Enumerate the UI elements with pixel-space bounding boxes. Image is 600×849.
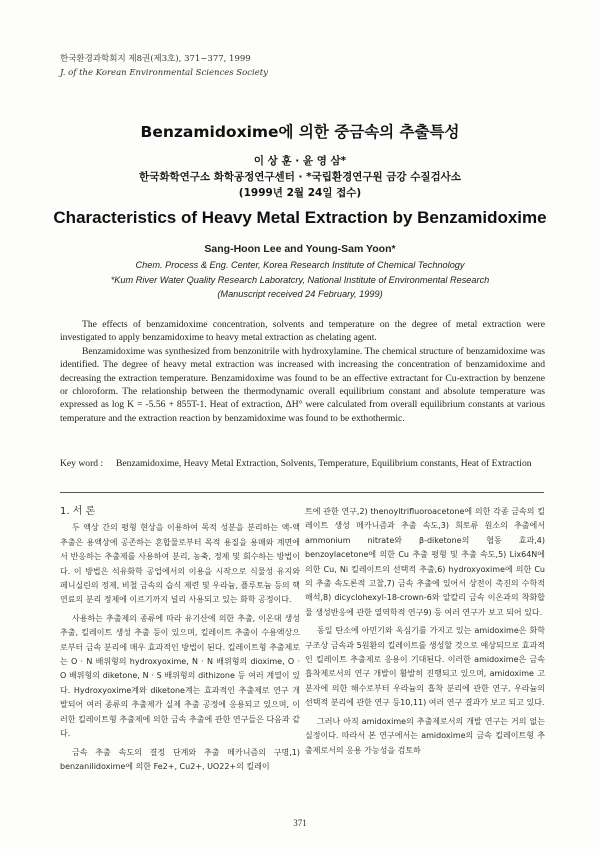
authors-korean-block <box>0 153 600 201</box>
affiliation-korean: 한국화학연구소 화학공정연구센터 · *국립환경연구원 금강 수질검사소 <box>139 171 461 183</box>
keyword-text: Benzamidoxime, Heavy Metal Extraction, Solvents, Temperature, Equilibrium constants, Heat of Extraction <box>116 458 532 469</box>
body-column-right <box>305 505 545 762</box>
authors-english: Sang-Hoon Lee and Young-Sam Yoon* <box>204 243 396 255</box>
abstract <box>60 318 545 425</box>
abstract-paragraph: Benzamidoxime was synthesized from benzonitrile with hydroxylamine. The chemical structure of benzamidoxime was identified. The degree of heavy metal extraction was increased with increasing the concentration of benzamidoxime and decreasing the extraction temperature. Benzamidoxime was found to be an effective extractant for Cu-extraction by benzene or chloroform. The relationship between the thermodynamic overall equilibrium constant and absolute temperature was expressed as log K = -5.56 + 855T-1. Heat of extraction, ΔH° were calculated from overall equilibrium constants at various temperature and the extraction reaction by benzamidoxime was found to be exthothermic. <box>60 345 545 424</box>
divider-rule <box>60 492 544 493</box>
body-paragraph: 그러나 아직 amidoxime의 추출제로서의 개발 연구는 거의 없는 실정이다. 따라서 본 연구에서는 amidoxime의 금속 킬레이트형 추출제로서의 응용 가능성을 검토하 <box>305 716 545 755</box>
authors-korean: 이 상 훈 · 윤 영 삼* <box>253 155 347 167</box>
body-paragraph: 두 액상 간의 평형 현상을 이용하여 목적 성분을 분리하는 액-액 추출은 용액상에 공존하는 혼합물로부터 목적 용질을 용매와 계면에서 반응하는 추출제를 사용하여 분리, 농축, 정제 및 회수하는 방법이다. 이 방법은 석유화학 공업에서의 이용을 시작으로 식물성 유지와 페니실린의 정제, 비철 금속의 습식 제련 및 우라늄, 플루토늄 등의 핵연료의 분리 정제에 이르기까지 널리 사용되고 있는 화학 공정이다. <box>60 523 300 605</box>
title-korean: Benzamidoxime에 의한 중금속의 추출특성 <box>140 123 460 141</box>
keyword-label: Key word : <box>60 458 104 469</box>
page-number: 371 <box>293 818 307 828</box>
received-korean: (1999년 2월 24일 접수) <box>238 187 362 199</box>
affiliation-english-1: Chem. Process & Eng. Center, Korea Research Institute of Chemical Technology <box>135 260 465 270</box>
journal-ko: 한국환경과학회지 제8권(제3호), 371~377, 1999 <box>60 54 251 64</box>
abstract-paragraph: The effects of benzamidoxime concentration, solvents and temperature on the degree of metal extraction were investigated to apply benzamidoxime to heavy metal extraction as chelating agent. <box>60 319 545 344</box>
body-paragraph: 금속 추출 속도의 결정 단계와 추출 메카니즘의 구명,1) benzanilidoxime에 의한 Fe2+, Cu2+, UO22+의 킬레이 <box>60 747 300 771</box>
body-paragraph: 사용하는 추출제의 종류에 따라 유기산에 의한 추출, 이온대 생성 추출, 킬레이트 생성 추출 등이 있으며, 킬레이트 추출이 수용액상으로부터 금속 분리에 매우 효과적인 방법이 된다. 킬레이트형 추출제로는 O · N 배위형의 hydroxyoxime, N · N 배위형의 dioxime, O · O 배위형의 diketone, N · S 배위형의 dithizone 등 여러 계열이 있다. Hydroxyoxime계와 diketone계는 효과적인 추출제로 연구 개발되어 여러 종류의 추출제가 실제 추출 공정에 응용되고 있으며, 이러한 킬레이트형 추출제에 의한 금속 추출에 관한 연구들은 다음과 같다. <box>60 613 300 739</box>
authors-english-block <box>0 240 600 302</box>
body-paragraph: 트에 관한 연구,2) thenoyltrifluoroacetone에 의한 각종 금속의 킬레이트 생성 메카니즘과 추출 속도,3) 희토류 원소의 추출에서 ammonium nitrate와 β-diketone의 협동 효과,4) benzoylacetone에 의한 Cu 추출 평형 및 추출 속도,5) Lix64N에 의한 Cu, Ni 킬레이트의 선택적 추출,6) hydroxyoxime에 의한 Cu의 추출 속도론적 고찰,7) 금속 추출에 있어서 상전이 촉진의 수학적 해석,8) dicyclohexyl-18-crown-6와 알칼리 금속 이온과의 착화합물 생성반응에 관한 열역학적 연구9) 등 여러 연구가 보고 되어 있다. <box>305 507 545 617</box>
journal-en: J. of the Korean Environmental Sciences Society <box>60 68 268 78</box>
title-english: Characteristics of Heavy Metal Extraction by Benzamidoxime <box>53 208 547 227</box>
received-english: (Manuscript received 24 February, 1999) <box>217 289 383 299</box>
affiliation-english-2: *Kum River Water Quality Research Laboratcry, National Institute of Environmental Research <box>110 274 490 285</box>
body-column-left <box>60 505 300 778</box>
keywords <box>60 457 550 470</box>
section-heading: 1. 서 론 <box>60 506 96 517</box>
journal-header <box>60 52 268 80</box>
body-paragraph: 동일 탄소에 아민기와 옥심기를 가지고 있는 amidoxime은 화학 구조상 금속과 5원환의 킬레이트를 생성할 것으로 예상되므로 효과적인 킬레이트 추출제로 응용이 기대된다. 이러한 amidoxime은 금속 흡착제로서의 연구 개발이 활발히 진행되고 있으며, amidoxime 고분자에 의한 해수로부터 우라늄의 흡착 분리에 관한 연구, 우라늄의 선택적 분리에 관한 연구 등10,11) 여러 연구 결과가 보고 되고 있다. <box>305 626 545 708</box>
